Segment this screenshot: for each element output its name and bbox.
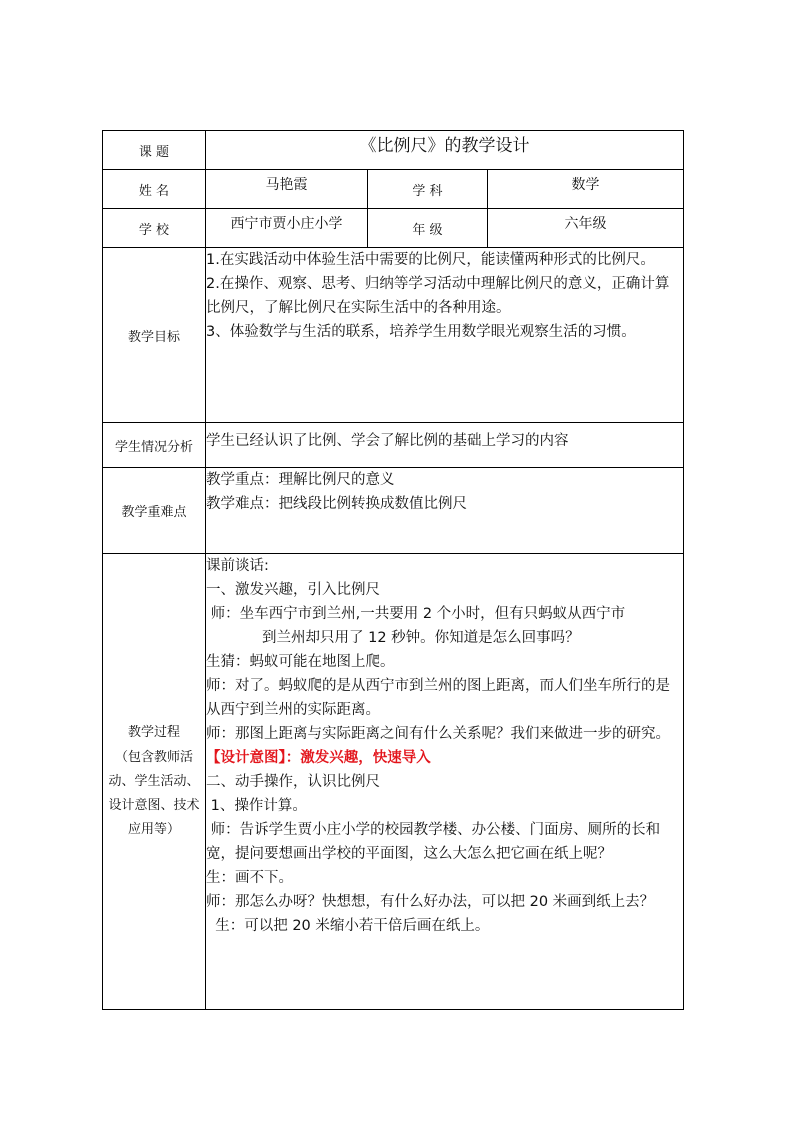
keypoints-content	[206, 468, 684, 554]
row-goals	[103, 248, 684, 423]
row-name	[103, 170, 684, 209]
process-content	[206, 554, 684, 1010]
goal-line: 2.在操作、观察、思考、归纳等学习活动中理解比例尺的意义，正确计算比例尺，了解比例尺在实际生活中的各种用途。	[206, 276, 670, 316]
process-line: 生：可以把 20 米缩小若干倍后画在纸上。	[206, 918, 490, 934]
topic-value: 《比例尺》的教学设计	[206, 131, 684, 170]
row-topic	[103, 131, 684, 170]
process-line: 二、动手操作，认识比例尺	[206, 774, 380, 790]
students-label: 学生情况分析	[103, 423, 206, 468]
subject-value: 数学	[488, 170, 684, 209]
row-keypoints	[103, 468, 684, 554]
name-label: 姓 名	[103, 170, 206, 209]
students-content: 学生已经认识了比例、学会了解比例的基础上学习的内容	[206, 423, 684, 468]
goal-line: 1.在实践活动中体验生活中需要的比例尺，能读懂两种形式的比例尺。	[206, 252, 655, 268]
topic-label: 课 题	[103, 131, 206, 170]
design-intent: 【设计意图】：激发兴趣，快速导入	[206, 750, 431, 766]
row-process	[103, 554, 684, 1010]
grade-value: 六年级	[488, 209, 684, 248]
keypoints-label: 教学重难点	[103, 468, 206, 554]
grade-label: 年 级	[368, 209, 488, 248]
row-students	[103, 423, 684, 468]
goals-content	[206, 248, 684, 423]
goals-label: 教学目标	[103, 248, 206, 423]
process-line: 一、激发兴趣，引入比例尺	[206, 582, 380, 598]
goal-line: 3、体验数学与生活的联系，培养学生用数学眼光观察生活的习惯。	[206, 324, 636, 340]
process-line: 师：对了。蚂蚁爬的是从西宁市到兰州的图上距离，而人们坐车所行的是从西宁到兰州的实际距离。	[206, 678, 670, 718]
school-value: 西宁市贾小庄小学	[206, 209, 368, 248]
process-label-cell	[103, 554, 206, 1010]
keypoint-line: 教学难点：把线段比例转换成数值比例尺	[206, 496, 467, 512]
process-line: 课前谈话:	[206, 558, 269, 574]
subject-label: 学 科	[368, 170, 488, 209]
process-sublabel: （包含教师活动、学生活动、设计意图、技术应用等）	[108, 750, 200, 837]
process-line: 1、操作计算。	[206, 798, 307, 814]
process-line: 生猜：蚂蚁可能在地图上爬。	[206, 654, 395, 670]
process-line: 师：告诉学生贾小庄小学的校园教学楼、办公楼、门面房、厕所的长和宽，提问要想画出学校的平面图，这么大怎么把它画在纸上呢？	[206, 822, 661, 862]
process-line: 师：那怎么办呀？快想想，有什么好办法，可以把 20 米画到纸上去？	[206, 894, 655, 910]
name-value: 马艳霞	[206, 170, 368, 209]
school-label: 学 校	[103, 209, 206, 248]
keypoint-line: 教学重点：理解比例尺的意义	[206, 472, 395, 488]
process-line: 生：画不下。	[206, 870, 293, 886]
process-label: 教学过程	[127, 725, 180, 740]
process-line: 师：那图上距离与实际距离之间有什么关系呢？我们来做进一步的研究。	[206, 726, 670, 742]
process-line: 师：坐车西宁市到兰州,一共要用 2 个小时，但有只蚂蚁从西宁市	[206, 606, 626, 622]
process-line: 到兰州却只用了 12 秒钟。你知道是怎么回事吗？	[262, 630, 580, 646]
lesson-plan-table	[102, 130, 684, 1010]
row-school	[103, 209, 684, 248]
